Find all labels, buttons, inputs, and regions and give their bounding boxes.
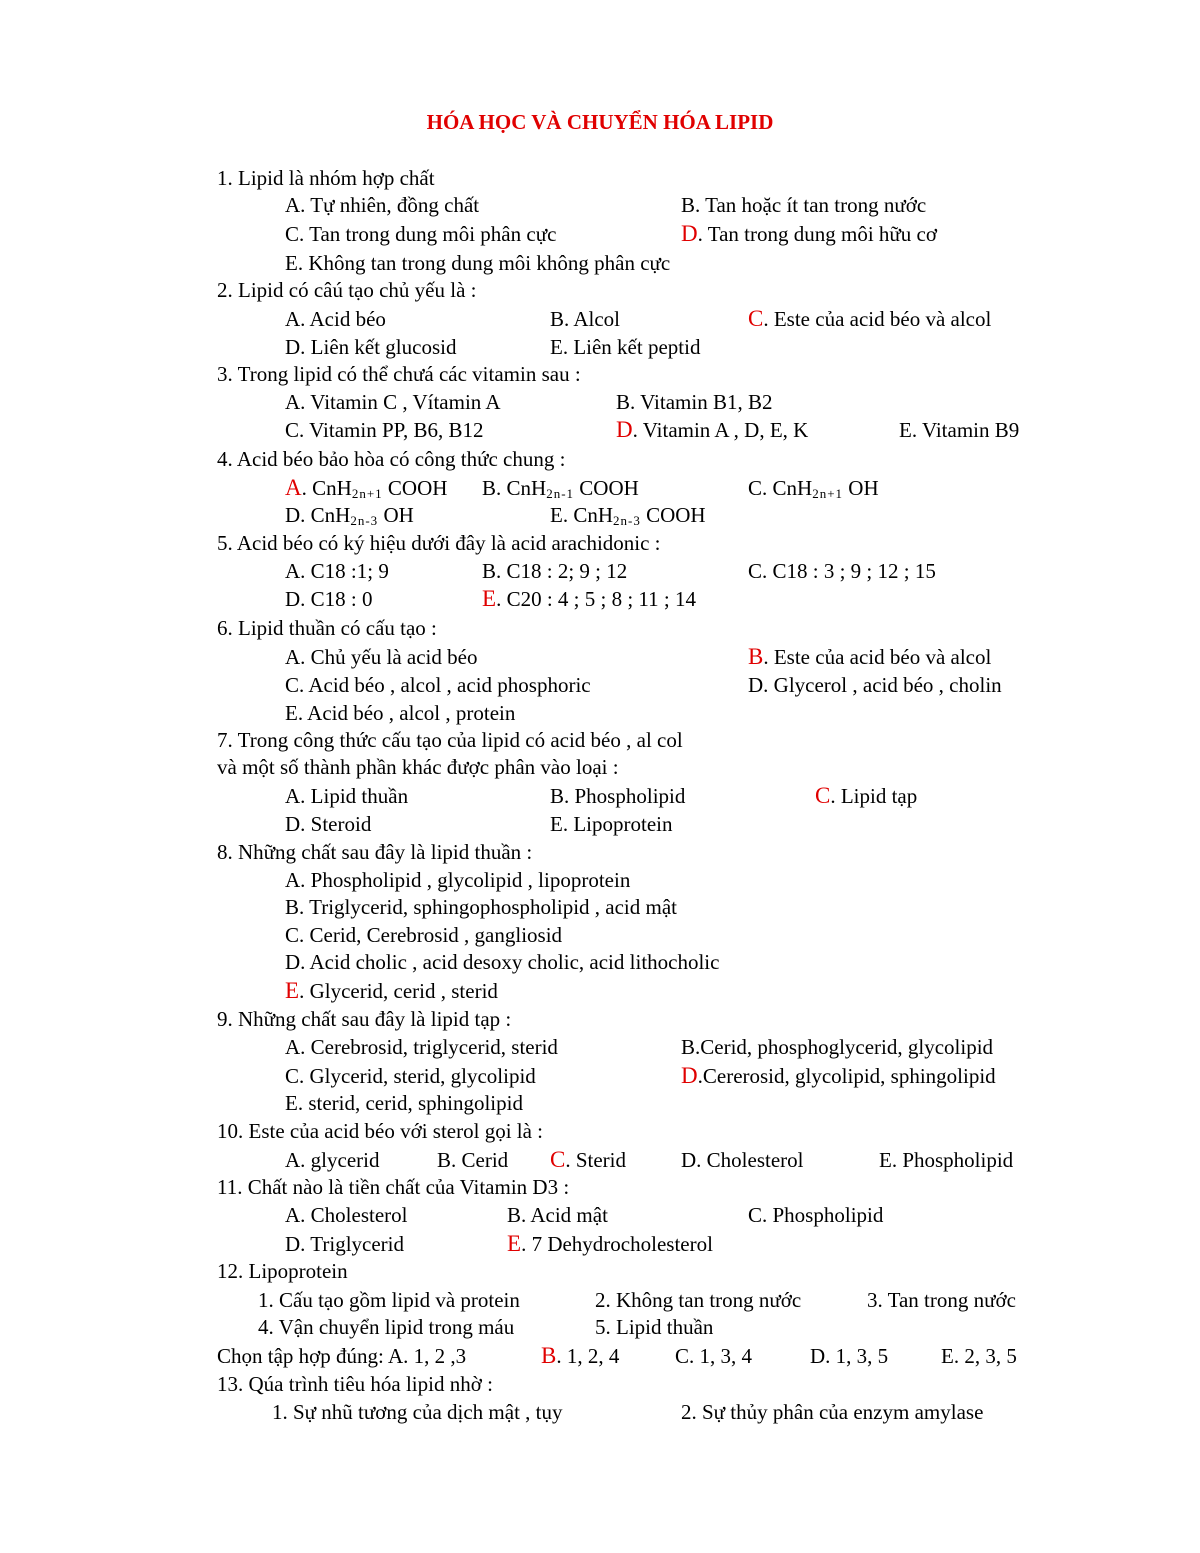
q11-option-e: E. 7 Dehydrocholesterol (507, 1231, 713, 1256)
question-7-cont: và một số thành phần khác được phân vào loại : (217, 755, 619, 779)
q8-option-d: D. Acid cholic , acid desoxy cholic, acid lithocholic (285, 950, 720, 974)
question-11: 11. Chất nào là tiền chất của Vitamin D3 : (217, 1175, 570, 1199)
q12-statement-2: 2. Không tan trong nước (595, 1288, 802, 1312)
q9-option-b: B.Cerid, phosphoglycerid, glycolipid (681, 1035, 994, 1059)
q11-option-d: D. Triglycerid (285, 1232, 405, 1256)
question-5: 5. Acid béo có ký hiệu dưới đây là acid arachidonic : (217, 531, 661, 555)
q6-option-d: D. Glycerol , acid béo , cholin (748, 673, 1002, 697)
q6-option-e: E. Acid béo , alcol , protein (285, 701, 516, 725)
q5-option-a: A. C18 :1; 9 (285, 559, 389, 583)
q7-option-c: C. Lipid tạp (815, 783, 918, 808)
q9-answer-letter: D (681, 1063, 698, 1088)
q3-option-b: B. Vitamin B1, B2 (616, 390, 773, 414)
q9-option-d: D.Cererosid, glycolipid, sphingolipid (681, 1063, 996, 1088)
q3-option-a: A. Vitamin C , Vítamin A (285, 390, 501, 414)
q1-option-b: B. Tan hoặc ít tan trong nước (681, 193, 927, 217)
q4-answer-letter: A (285, 475, 302, 500)
question-10: 10. Este của acid béo với sterol gọi là : (217, 1119, 544, 1143)
question-7: 7. Trong công thức cấu tạo của lipid có acid béo , al col (217, 728, 683, 752)
q4-option-e: E. CnH$_{2n-3}$ COOH (550, 503, 706, 528)
q4-option-a: A. CnH$_{2n+1}$ COOH (285, 475, 448, 501)
q1-option-d: D. Tan trong dung môi hữu cơ (681, 221, 937, 246)
q4-option-b: B. CnH$_{2n-1}$ COOH (482, 476, 639, 501)
q1-answer-letter: D (681, 221, 698, 246)
q8-answer-letter: E (285, 978, 300, 1003)
q9-option-a: A. Cerebrosid, triglycerid, sterid (285, 1035, 558, 1059)
q12-option-b: B. 1, 2, 4 (541, 1343, 620, 1368)
q7-answer-letter: C (815, 783, 831, 808)
q3-option-d: D. Vitamin A , D, E, K (616, 417, 809, 442)
q8-option-e: E. Glycerid, cerid , sterid (285, 978, 498, 1003)
q3-option-c: C. Vitamin PP, B6, B12 (285, 418, 484, 442)
q8-option-a: A. Phospholipid , glycolipid , lipoprotein (285, 868, 631, 892)
q2-answer-letter: C (748, 306, 764, 331)
q10-option-a: A. glycerid (285, 1148, 380, 1172)
q12-statement-3: 3. Tan trong nước (867, 1288, 1016, 1312)
question-8: 8. Những chất sau đây là lipid thuần : (217, 840, 533, 864)
q4-option-c: C. CnH$_{2n+1}$ OH (748, 476, 879, 501)
q8-option-b: B. Triglycerid, sphingophospholipid , acid mật (285, 895, 677, 919)
q12-option-e: E. 2, 3, 5 (941, 1344, 1017, 1368)
q12-option-c: C. 1, 3, 4 (675, 1344, 753, 1368)
q12-statement-5: 5. Lipid thuần (595, 1315, 714, 1339)
q5-option-b: B. C18 : 2; 9 ; 12 (482, 559, 628, 583)
q10-option-d: D. Cholesterol (681, 1148, 804, 1172)
q2-option-a: A. Acid béo (285, 307, 386, 331)
q5-option-e: E. C20 : 4 ; 5 ; 8 ; 11 ; 14 (482, 586, 696, 611)
q6-option-a: A. Chủ yếu là acid béo (285, 645, 478, 669)
q13-statement-2: 2. Sự thủy phân của enzym amylase (681, 1400, 984, 1424)
q10-answer-letter: C (550, 1147, 566, 1172)
q7-option-b: B. Phospholipid (550, 784, 686, 808)
q1-option-c: C. Tan trong dung môi phân cực (285, 222, 557, 246)
document-title: HÓA HỌC VÀ CHUYỂN HÓA LIPID (426, 110, 774, 134)
q5-option-c: C. C18 : 3 ; 9 ; 12 ; 15 (748, 559, 936, 583)
q8-option-c: C. Cerid, Cerebrosid , gangliosid (285, 923, 563, 947)
q12-option-d: D. 1, 3, 5 (810, 1344, 889, 1368)
q11-option-c: C. Phospholipid (748, 1203, 884, 1227)
question-2: 2. Lipid có câú tạo chủ yếu là : (217, 278, 477, 302)
q10-option-e: E. Phospholipid (879, 1148, 1014, 1172)
q10-option-b: B. Cerid (437, 1148, 509, 1172)
question-6: 6. Lipid thuần có cấu tạo : (217, 616, 437, 640)
q5-option-d: D. C18 : 0 (285, 587, 373, 611)
q12-choose-prompt: Chọn tập hợp đúng: A. 1, 2 ,3 (217, 1344, 467, 1368)
q2-option-c: C. Este của acid béo và alcol (748, 306, 992, 331)
q9-option-c: C. Glycerid, sterid, glycolipid (285, 1064, 536, 1088)
q7-option-d: D. Steroid (285, 812, 372, 836)
q3-option-e: E. Vitamin B9 (899, 418, 1020, 442)
q12-answer-letter: B (541, 1343, 557, 1368)
q7-option-a: A. Lipid thuần (285, 784, 409, 808)
question-9: 9. Những chất sau đây là lipid tạp : (217, 1007, 512, 1031)
q11-option-b: B. Acid mật (507, 1203, 608, 1227)
q6-option-b: B. Este của acid béo và alcol (748, 644, 992, 669)
q5-answer-letter: E (482, 586, 497, 611)
question-1: 1. Lipid là nhóm hợp chất (217, 166, 435, 190)
q1-option-e: E. Không tan trong dung môi không phân cực (285, 251, 671, 275)
q6-option-c: C. Acid béo , alcol , acid phosphoric (285, 673, 591, 697)
q6-answer-letter: B (748, 644, 764, 669)
q12-statement-1: 1. Cấu tạo gồm lipid và protein (258, 1288, 520, 1312)
question-12: 12. Lipoprotein (217, 1259, 348, 1283)
q12-statement-4: 4. Vận chuyển lipid trong máu (258, 1315, 515, 1339)
q2-option-e: E. Liên kết peptid (550, 335, 701, 359)
q4-option-d: D. CnH$_{2n-3}$ OH (285, 503, 414, 528)
question-3: 3. Trong lipid có thể chưá các vitamin sau : (217, 362, 581, 386)
q11-answer-letter: E (507, 1231, 522, 1256)
q7-option-e: E. Lipoprotein (550, 812, 673, 836)
q2-option-d: D. Liên kết glucosid (285, 335, 457, 359)
q9-option-e: E. sterid, cerid, sphingolipid (285, 1091, 523, 1115)
q10-option-c: C. Sterid (550, 1147, 627, 1172)
q13-statement-1: 1. Sự nhũ tương của dịch mật , tụy (272, 1400, 563, 1424)
q3-answer-letter: D (616, 417, 633, 442)
q11-option-a: A. Cholesterol (285, 1203, 408, 1227)
q1-option-a: A. Tự nhiên, đồng chất (285, 193, 480, 217)
q2-option-b: B. Alcol (550, 307, 621, 331)
question-4: 4. Acid béo bảo hòa có công thức chung : (217, 447, 566, 471)
question-13: 13. Qúa trình tiêu hóa lipid nhờ : (217, 1372, 493, 1396)
